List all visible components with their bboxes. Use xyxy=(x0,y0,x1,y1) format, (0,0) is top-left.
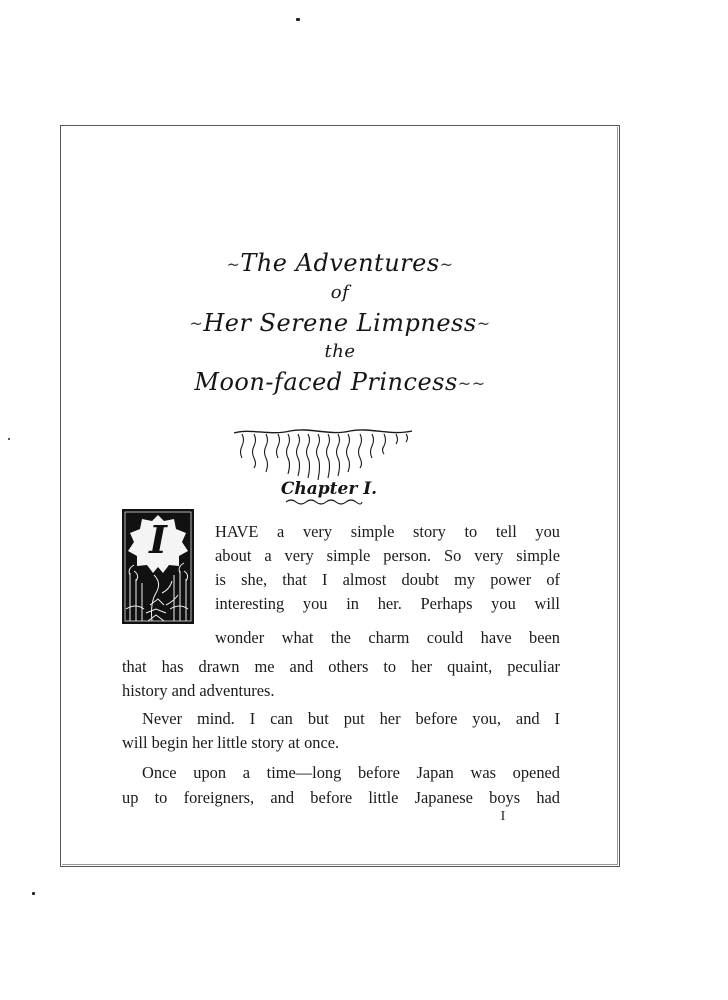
title-line-3: ~Her Serene Limpness~ xyxy=(150,308,530,340)
scan-speck xyxy=(32,892,35,895)
scan-speck xyxy=(8,438,10,440)
swash-ornament: ~~ xyxy=(457,373,486,393)
swash-ornament: ~ xyxy=(476,314,491,333)
paragraph-1-line: HAVE a very simple story to tell you xyxy=(215,522,560,541)
initial-letter: I xyxy=(149,517,167,562)
title-line-5: Moon-faced Princess~~ xyxy=(150,367,530,399)
paragraph-1-line: wonder what the charm could have been xyxy=(215,628,560,647)
book-title xyxy=(150,244,530,399)
paragraph-1-line: interesting you in her. Perhaps you will xyxy=(215,594,560,613)
title-line-2: of xyxy=(330,281,350,303)
chapter-heading: Chapter I. xyxy=(280,479,378,499)
paragraph-2-line: Never mind. I can but put her before you, and I xyxy=(142,709,560,728)
chapter-underline-ornament xyxy=(284,496,364,506)
swash-ornament: ~ xyxy=(189,314,204,333)
paragraph-1-line: history and adventures. xyxy=(122,681,275,700)
fringe-ornament xyxy=(230,426,416,484)
paragraph-1-line: that has drawn me and others to her quaint, peculiar xyxy=(122,657,560,676)
scan-speck xyxy=(296,18,300,21)
paragraph-1-line: about a very simple person. So very simple xyxy=(215,546,560,565)
page-number: I xyxy=(500,809,506,824)
paragraph-3-line: up to foreigners, and before little Japanese boys had xyxy=(122,788,560,807)
title-line-1: ~The Adventures~ xyxy=(150,248,530,280)
paragraph-1-line: is she, that I almost doubt my power of xyxy=(215,570,560,589)
title-line-4: the xyxy=(324,341,356,362)
paragraph-2-line: will begin her little story at once. xyxy=(122,733,340,752)
swash-ornament: ~ xyxy=(226,254,241,274)
swash-ornament: ~ xyxy=(439,254,454,274)
paragraph-3-line: Once upon a time—long before Japan was opened xyxy=(142,763,560,782)
